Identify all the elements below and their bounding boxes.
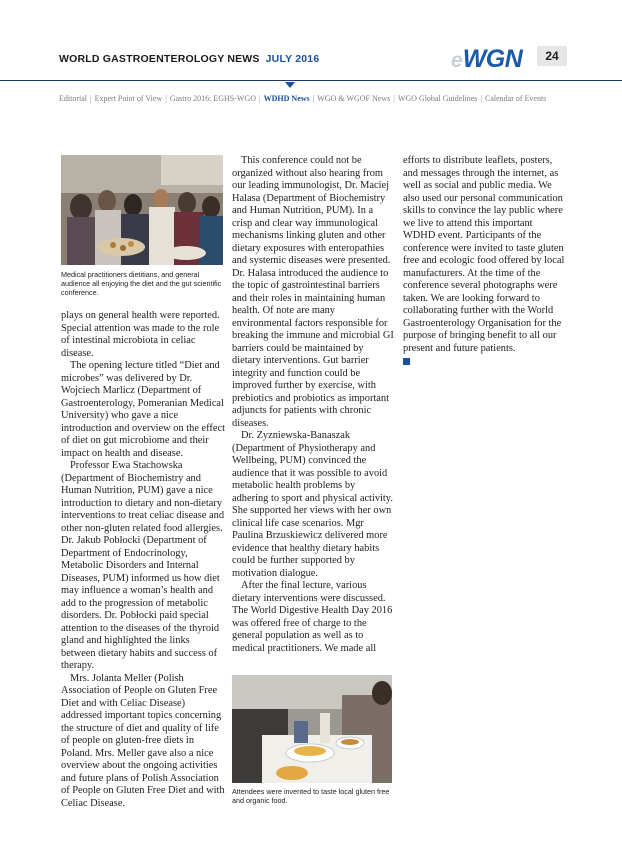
paragraph: This conference could not be organized without also hearing from our leading immunologist, Dr. Maciej Halasa (Department of Biochemistry and Human Nutrition, PUM). In a crisp and clear way immunological mechanisms linking gluten and other dietary exposures with enteropathies and systemic diseases were presented. Dr. Halasa introduced the audience to the topic of gastrointestinal barriers and their roles in maintaining human health. Of note are many environmental factors responsible for breaking the immune and microbial GI barriers could be maintained by dietary interventions. Gut barrier integrity and function could be improved further by exercise, with prebiotics and probiotics as important adjuncts for patients with chronic diseases. [232,155,394,429]
nav-wgo-global-guidelines[interactable]: WGO Global Guidelines [397,94,478,103]
section-nav: Editorial | Expert Point of View | Gastro 2016: EGHS-WGO | WDHD News | WGO & WGOF News | WGO Global Guidelines | Calendar of Events [59,94,547,103]
article-column-2 [232,155,394,655]
paragraph: plays on general health were reported. Special attention was made to the role of intestinal microbiota in celiac disease. [61,310,220,359]
page-header [59,44,567,80]
nav-wgo-wgof-news[interactable]: WGO & WGOF News [317,94,391,103]
paragraph: After the final lecture, various dietary interventions were discussed. The World Digestive Health Day 2016 was offered free of charge to the general population as well as to medical practitioners. We made all [232,580,393,654]
food-tasting-photo [232,675,392,783]
end-of-article-icon [403,358,410,365]
paragraph: The opening lecture titled “Diet and microbes” was delivered by Dr. Wojciech Marlicz (Department of Gastroenterology, Pomeranian Medical University) who gave a nice introduction and overview on the effect of diet on gut microbiome and their impact on health and disease. [61,360,225,459]
nav-calendar-of-events[interactable]: Calendar of Events [484,94,547,103]
publication-name: WORLD GASTROENTEROLOGY NEWS [59,53,260,65]
nav-editorial[interactable]: Editorial [59,94,87,103]
issue-date: JULY 2016 [265,53,320,65]
active-section-marker-icon [285,82,295,88]
photo2-caption: Attendees were invented to taste local gluten free and organic food. [232,787,390,805]
paragraph: Mrs. Jolanta Meller (Polish Association of People on Gluten Free Diet and with Celiac Disease) addressed important topics concerning the structure of diet and quality of life of people on gluten-free diets in Poland. Mrs. Meller gave also a nice overview about the ongoing activities and future plans of Polish Association of People on Gluten Free Diet and with Celiac Disease. [61,672,225,809]
conference-audience-photo [61,155,223,265]
paragraph: Professor Ewa Stachowska (Department of Biochemistry and Human Nutrition, PUM) gave a nice introduction to dietary and non-dietary interventions to treat celiac disease and other non-gluten related food allergies. Dr. Jakub Pobłocki (Department of Department of Endocrinology, Metabolic Disorders and Internal Diseases, PUM) informed us how diet may influence a woman’s health and add to the progression of metabolic disorders. Dr. Pobłocki paid special attention to the diseases of the thyroid gland and highlighted the links between dietary habits and success of therapy. [61,460,225,671]
paragraph: Dr. Zyzniewska-Banaszak (Department of Physiotherapy and Wellbeing, PUM) convinced the audience that it was possible to avoid metabolic health problems by adhering to sport and physical activity. She supported her views with her own clinical life case scenarios. Mgr Paulina Brzuskiewicz delivered more evidence that healthy dietary habits could be further supported by motivation dialogue. [232,430,393,579]
nav-wdhd-news[interactable]: WDHD News [263,94,310,103]
page-number: 24 [537,46,567,66]
nav-gastro-2016[interactable]: Gastro 2016: EGHS-WGO [169,94,257,103]
photo1-caption: Medical practitioners dietitians, and general audience all enjoying the diet and the gut scientific conference. [61,270,222,297]
article-column-3 [403,155,566,370]
paragraph: efforts to distribute leaflets, posters, and messages through the internet, as well as social and public media. We also used our personal communication skills to convince the lay public where we live to attend this important WDHD event. Participants of the conference were invited to taste gluten free and ecologic food offered by local manufacturers. At the time of the conference several photographs were taken. We are looking forward to collaborating further with the World Gastroenterology Organisation for the purpose of bringing benefit to all our present and future patients. [403,155,565,354]
nav-expert-point-of-view[interactable]: Expert Point of View [94,94,163,103]
article-column-1 [61,310,226,810]
header-rule [0,80,622,81]
ewgn-logo[interactable]: eWGN [451,45,523,73]
header-title [59,53,319,65]
